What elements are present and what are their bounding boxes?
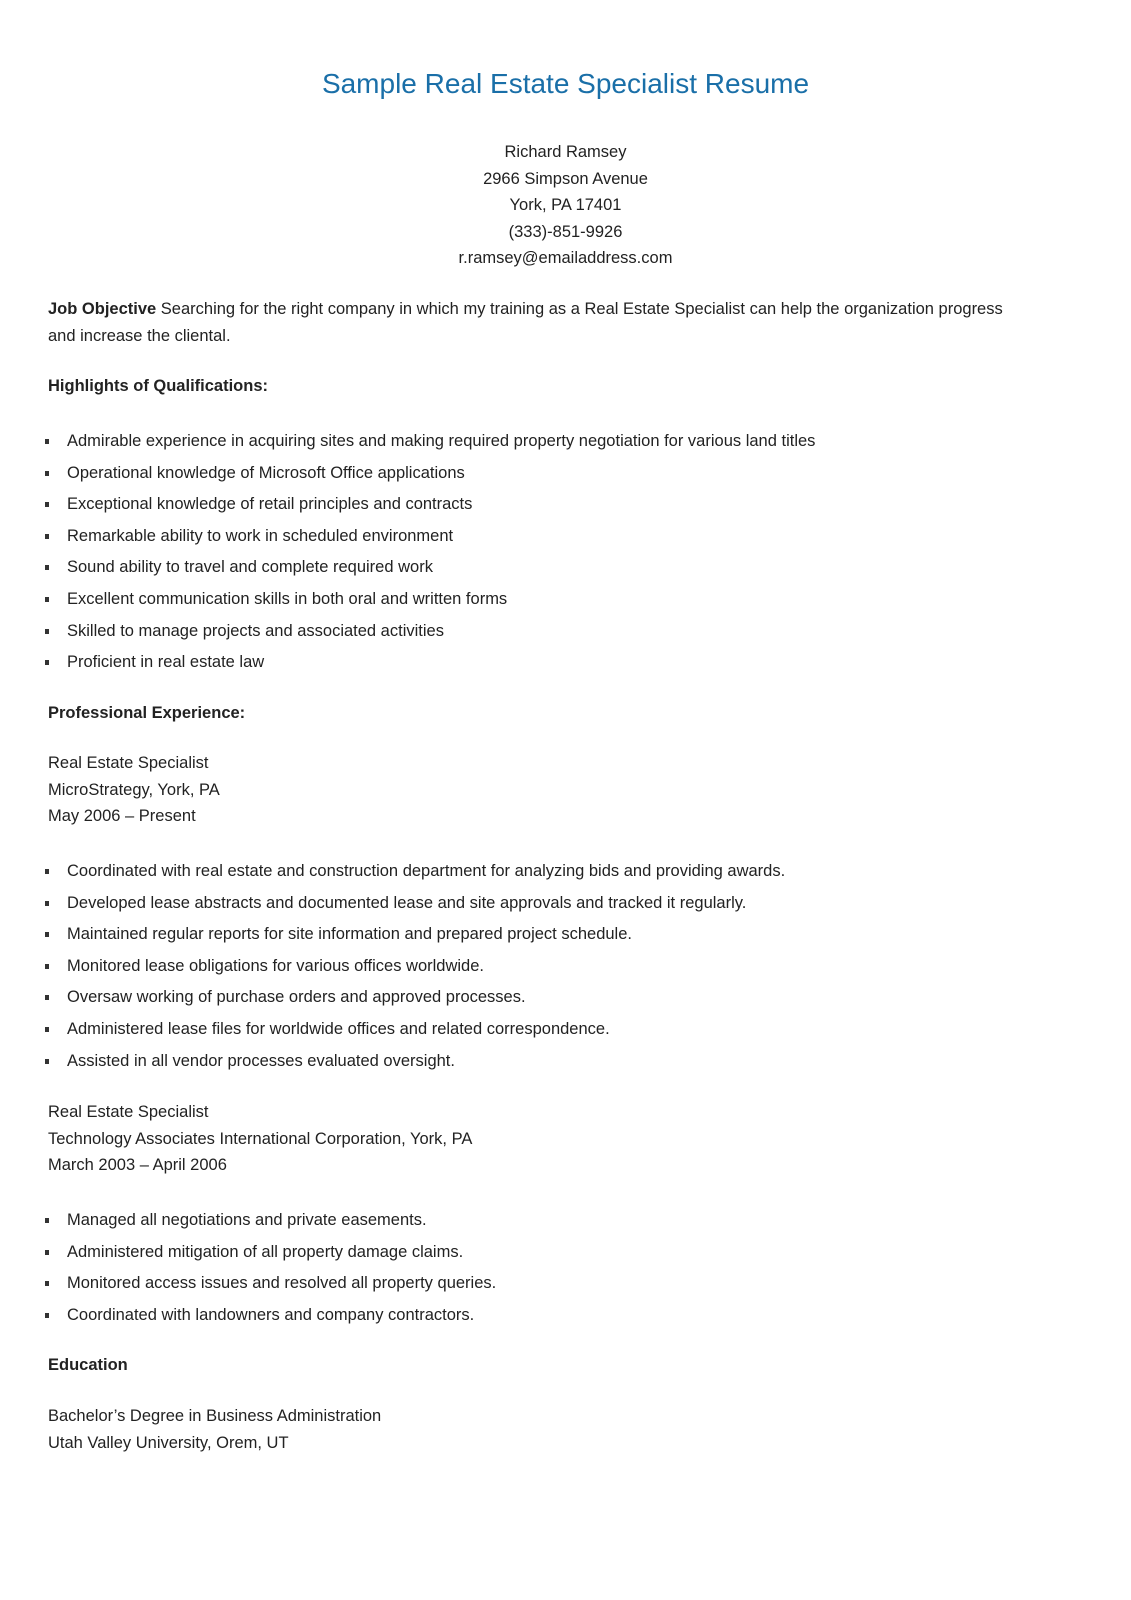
- education-block: [48, 1403, 1021, 1456]
- job-title: Real Estate Specialist: [48, 1103, 209, 1121]
- list-item: [48, 1016, 1021, 1048]
- list-item-text: Exceptional knowledge of retail principles and contracts: [67, 495, 473, 514]
- list-item-text: Administered lease files for worldwide offices and related correspondence.: [67, 1019, 610, 1038]
- list-item: [48, 491, 1021, 523]
- job-objective: [48, 296, 1021, 349]
- bullet-icon: [45, 995, 49, 1000]
- education-degree: Bachelor’s Degree in Business Administration: [48, 1407, 382, 1425]
- bullet-icon: [45, 565, 49, 570]
- bullet-icon: [45, 1313, 49, 1318]
- contact-block: [0, 139, 1131, 272]
- job-2-duties: [48, 1207, 1021, 1333]
- list-item: [48, 554, 1021, 586]
- bullet-icon: [45, 1250, 49, 1255]
- bullet-icon: [45, 1281, 49, 1286]
- bullet-icon: [45, 869, 49, 874]
- list-item: [48, 428, 1021, 460]
- bullet-icon: [45, 964, 49, 969]
- list-item-text: Skilled to manage projects and associated activities: [67, 621, 444, 640]
- bullet-icon: [45, 502, 49, 507]
- highlights-heading: Highlights of Qualifications:: [48, 377, 268, 395]
- highlights-list: [48, 428, 1021, 681]
- list-item: [48, 1270, 1021, 1302]
- bullet-icon: [45, 1059, 49, 1064]
- bullet-icon: [45, 1218, 49, 1223]
- job-1-duties: [48, 858, 1021, 1079]
- education-school: Utah Valley University, Orem, UT: [48, 1433, 289, 1452]
- list-item-text: Monitored access issues and resolved all property queries.: [67, 1274, 497, 1293]
- job-company: MicroStrategy, York, PA: [48, 780, 220, 799]
- page-title: Sample Real Estate Specialist Resume: [321, 68, 810, 99]
- list-item: [48, 1207, 1021, 1239]
- list-item-text: Oversaw working of purchase orders and approved processes.: [67, 988, 526, 1007]
- job-1-header: [48, 750, 1021, 830]
- list-item: [48, 523, 1021, 555]
- list-item: [48, 953, 1021, 985]
- contact-name: Richard Ramsey: [504, 143, 627, 161]
- list-item: [48, 1302, 1021, 1334]
- list-item-text: Maintained regular reports for site information and prepared project schedule.: [67, 925, 632, 944]
- list-item: [48, 460, 1021, 492]
- list-item: [48, 586, 1021, 618]
- job-2-header: [48, 1099, 1021, 1179]
- list-item: [48, 1239, 1021, 1271]
- bullet-icon: [45, 629, 49, 634]
- bullet-icon: [45, 597, 49, 602]
- list-item: [48, 984, 1021, 1016]
- bullet-icon: [45, 901, 49, 906]
- bullet-icon: [45, 471, 49, 476]
- list-item: [48, 921, 1021, 953]
- bullet-icon: [45, 439, 49, 444]
- job-dates: March 2003 – April 2006: [48, 1156, 227, 1175]
- list-item-text: Assisted in all vendor processes evaluated oversight.: [67, 1051, 455, 1070]
- contact-email: r.ramsey@emailaddress.com: [458, 249, 673, 268]
- bullet-icon: [45, 660, 49, 665]
- list-item: [48, 649, 1021, 681]
- list-item-text: Excellent communication skills in both oral and written forms: [67, 589, 508, 608]
- list-item: [48, 858, 1021, 890]
- list-item-text: Coordinated with real estate and construction department for analyzing bids and providing awards.: [67, 862, 786, 880]
- list-item-text: Remarkable ability to work in scheduled environment: [67, 526, 454, 545]
- contact-city: York, PA 17401: [509, 196, 622, 215]
- list-item: [48, 1048, 1021, 1080]
- objective-text: Searching for the right company in which my training as a Real Estate Specialist can help the organization progress and increase the cliental.: [48, 300, 1003, 345]
- experience-heading: Professional Experience:: [48, 704, 246, 722]
- job-title: Real Estate Specialist: [48, 754, 209, 772]
- list-item: [48, 618, 1021, 650]
- list-item-text: Managed all negotiations and private easements.: [67, 1211, 427, 1229]
- job-dates: May 2006 – Present: [48, 807, 196, 826]
- list-item-text: Coordinated with landowners and company contractors.: [67, 1305, 475, 1324]
- bullet-icon: [45, 534, 49, 539]
- education-heading: Education: [48, 1356, 128, 1374]
- list-item-text: Developed lease abstracts and documented lease and site approvals and tracked it regularly.: [67, 893, 747, 912]
- contact-phone: (333)-851-9926: [508, 222, 623, 241]
- list-item: [48, 890, 1021, 922]
- list-item-text: Operational knowledge of Microsoft Office applications: [67, 463, 465, 482]
- bullet-icon: [45, 1027, 49, 1032]
- bullet-icon: [45, 932, 49, 937]
- list-item-text: Administered mitigation of all property damage claims.: [67, 1242, 464, 1261]
- list-item-text: Proficient in real estate law: [67, 653, 265, 672]
- contact-address: 2966 Simpson Avenue: [483, 169, 648, 188]
- list-item-text: Admirable experience in acquiring sites and making required property negotiation for various land titles: [67, 432, 816, 450]
- list-item-text: Monitored lease obligations for various offices worldwide.: [67, 956, 484, 975]
- list-item-text: Sound ability to travel and complete required work: [67, 558, 433, 577]
- objective-label: Job Objective: [48, 300, 157, 318]
- job-company: Technology Associates International Corporation, York, PA: [48, 1129, 473, 1148]
